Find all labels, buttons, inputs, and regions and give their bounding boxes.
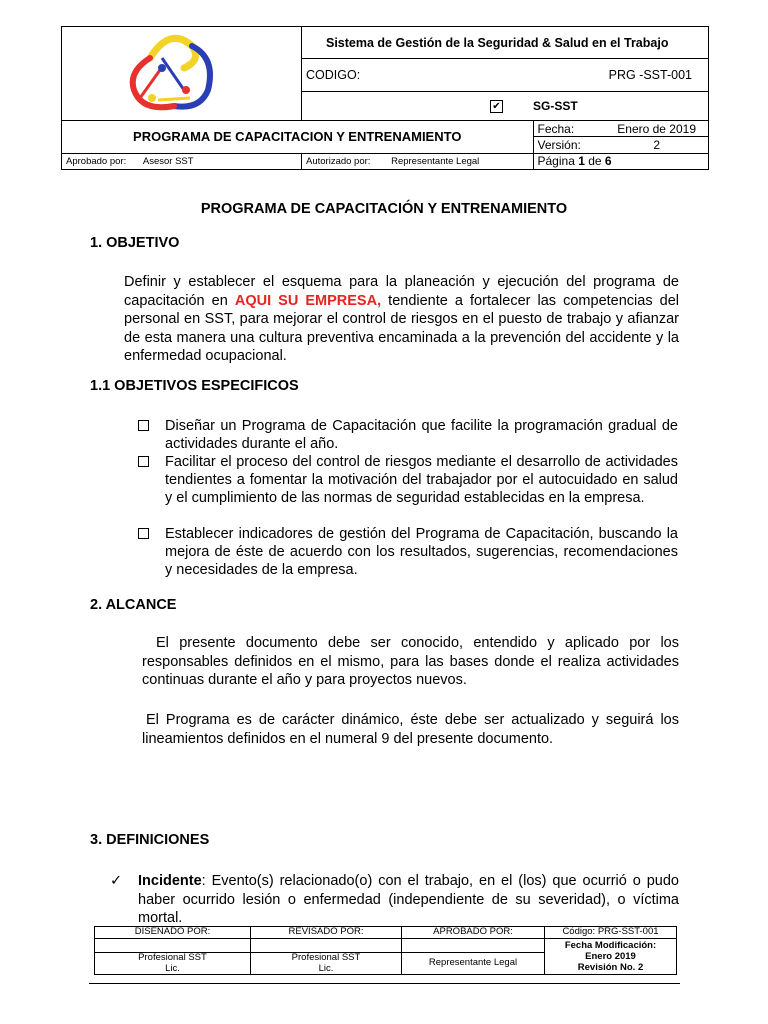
footer-aprobado: APROBADO POR: [402,927,545,939]
footer-rep: Representante Legal [402,953,545,975]
codigo-label: CODIGO: [306,68,361,83]
list-item [138,525,678,579]
company-logo-icon [62,28,301,116]
version-cell [533,137,709,153]
fecha-label: Fecha: [537,121,575,136]
autorizado-cell [302,153,534,169]
footer-prof2: Profesional SST [291,952,361,963]
version-value: 2 [653,137,660,152]
footer-prof2-cell [251,953,402,975]
document-title: PROGRAMA DE CAPACITACIÓN Y ENTRENAMIENTO [200,201,568,217]
aprobado-label: Aprobado por: [66,155,127,167]
footer-prof1: Profesional SST [138,952,207,963]
bullet-square-icon [138,528,149,539]
bullet-square-icon [138,420,149,431]
codigo-row [302,59,709,91]
document-header-table [61,26,709,170]
footer-disenado: DISEÑADO POR: [95,927,251,939]
objetivo-text: Facilitar el proceso del control de riesgos mediante el desarrollo de actividades tendientes a fomentar la motivación del trabajador por el autocuidado en salud y el cumplimiento de las normas de seguridad establecidas en la empresa. [165,454,678,506]
s1-text-a: Definir y establecer el esquema para la planeación y ejecución del programa de capacitación en [124,274,679,309]
sgsst-checkbox-cell [302,91,534,120]
document-footer-table [94,926,677,975]
company-placeholder: AQUI SU EMPRESA, [234,292,382,309]
version-label: Versión: [537,137,581,152]
aprobado-value: Asesor SST [142,155,194,167]
fecha-value: Enero de 2019 [617,121,696,136]
footer-empty [402,939,545,953]
autorizado-value: Representante Legal [391,155,480,167]
footer-fecha-mod: Fecha Modificación: [564,940,657,951]
definition-text: : Evento(s) relacionado(o) con el trabajo, en el (los) que ocurrió o pudo haber ocurrido lesión o enfermedad (independiente de su severidad), o víctima mortal. [138,873,679,926]
system-title: Sistema de Gestión de la Seguridad & Salud en el Trabajo [302,27,709,59]
bullet-square-icon [138,456,149,467]
section-1-1-heading: 1.1 OBJETIVOS ESPECIFICOS [90,378,299,394]
footer-prof1-cell [95,953,251,975]
definition-term: Incidente [138,873,202,889]
sgsst-label: SG-SST [533,91,709,120]
autorizado-label: Autorizado por: [306,155,371,167]
footer-empty [95,939,251,953]
footer-fecha-mod-val: Enero 2019 [585,951,636,962]
pagina-de: de [584,154,605,169]
pagina-cell [533,153,709,169]
section-2-paragraph-2: El Programa es de carácter dinámico, éste debe ser actualizado y seguirá los lineamientos definidos en el numeral 9 del presente documento. [142,712,679,747]
definition-item [110,872,679,928]
aprobado-cell [62,153,302,169]
pagina-total: 6 [604,154,612,169]
footer-lic2: Lic. [318,962,334,974]
section-3-heading: 3. DEFINICIONES [90,832,210,848]
pagina-num: 1 [578,154,585,169]
objetivo-text: Establecer indicadores de gestión del Programa de Capacitación, buscando la mejora de éste de acuerdo con los resultados, sugerencias, recomendaciones y necesidades de la empresa. [165,526,678,578]
pagina-prefix: Página [537,154,579,169]
checkbox-checked-icon[interactable]: ✔ [490,100,503,113]
footer-empty [251,939,402,953]
logo-cell [62,27,302,121]
list-item [138,417,678,453]
footer-codigo: Código: PRG-SST-001 [545,927,677,939]
list-item [138,453,678,507]
section-1-paragraph [124,273,679,366]
codigo-value: PRG -SST-001 [608,68,692,83]
objetivo-text: Diseñar un Programa de Capacitación que facilite la programación gradual de actividades durante el año. [165,418,678,452]
footer-rule [89,983,680,984]
s1-text-b: tendiente a fortalecer las competencias del personal en SST, para mejorar el control de riesgos en el puesto de trabajo y afianzar de esta manera una cultura preventiva encaminada a la prevención del accidente y la enfermedad ocupacional. [124,292,679,364]
section-2-heading: 2. ALCANCE [90,597,177,613]
footer-revisado: REVISADO POR: [251,927,402,939]
fecha-cell [533,120,709,136]
section-1-heading: 1. OBJETIVO [90,235,180,251]
program-title: PROGRAMA DE CAPACITACION Y ENTRENAMIENTO [62,120,534,153]
section-2-paragraph-1: El presente documento debe ser conocido, entendido y aplicado por los responsables definidos en el mismo, para las bases donde el realiza actividades continuas durante el año y para proyectos nuevos. [142,635,679,688]
footer-revision: Revisión No. 2 [577,962,644,973]
footer-lic1: Lic. [165,962,180,974]
footer-revision-cell [545,939,677,975]
checkmark-icon: ✓ [110,873,123,889]
